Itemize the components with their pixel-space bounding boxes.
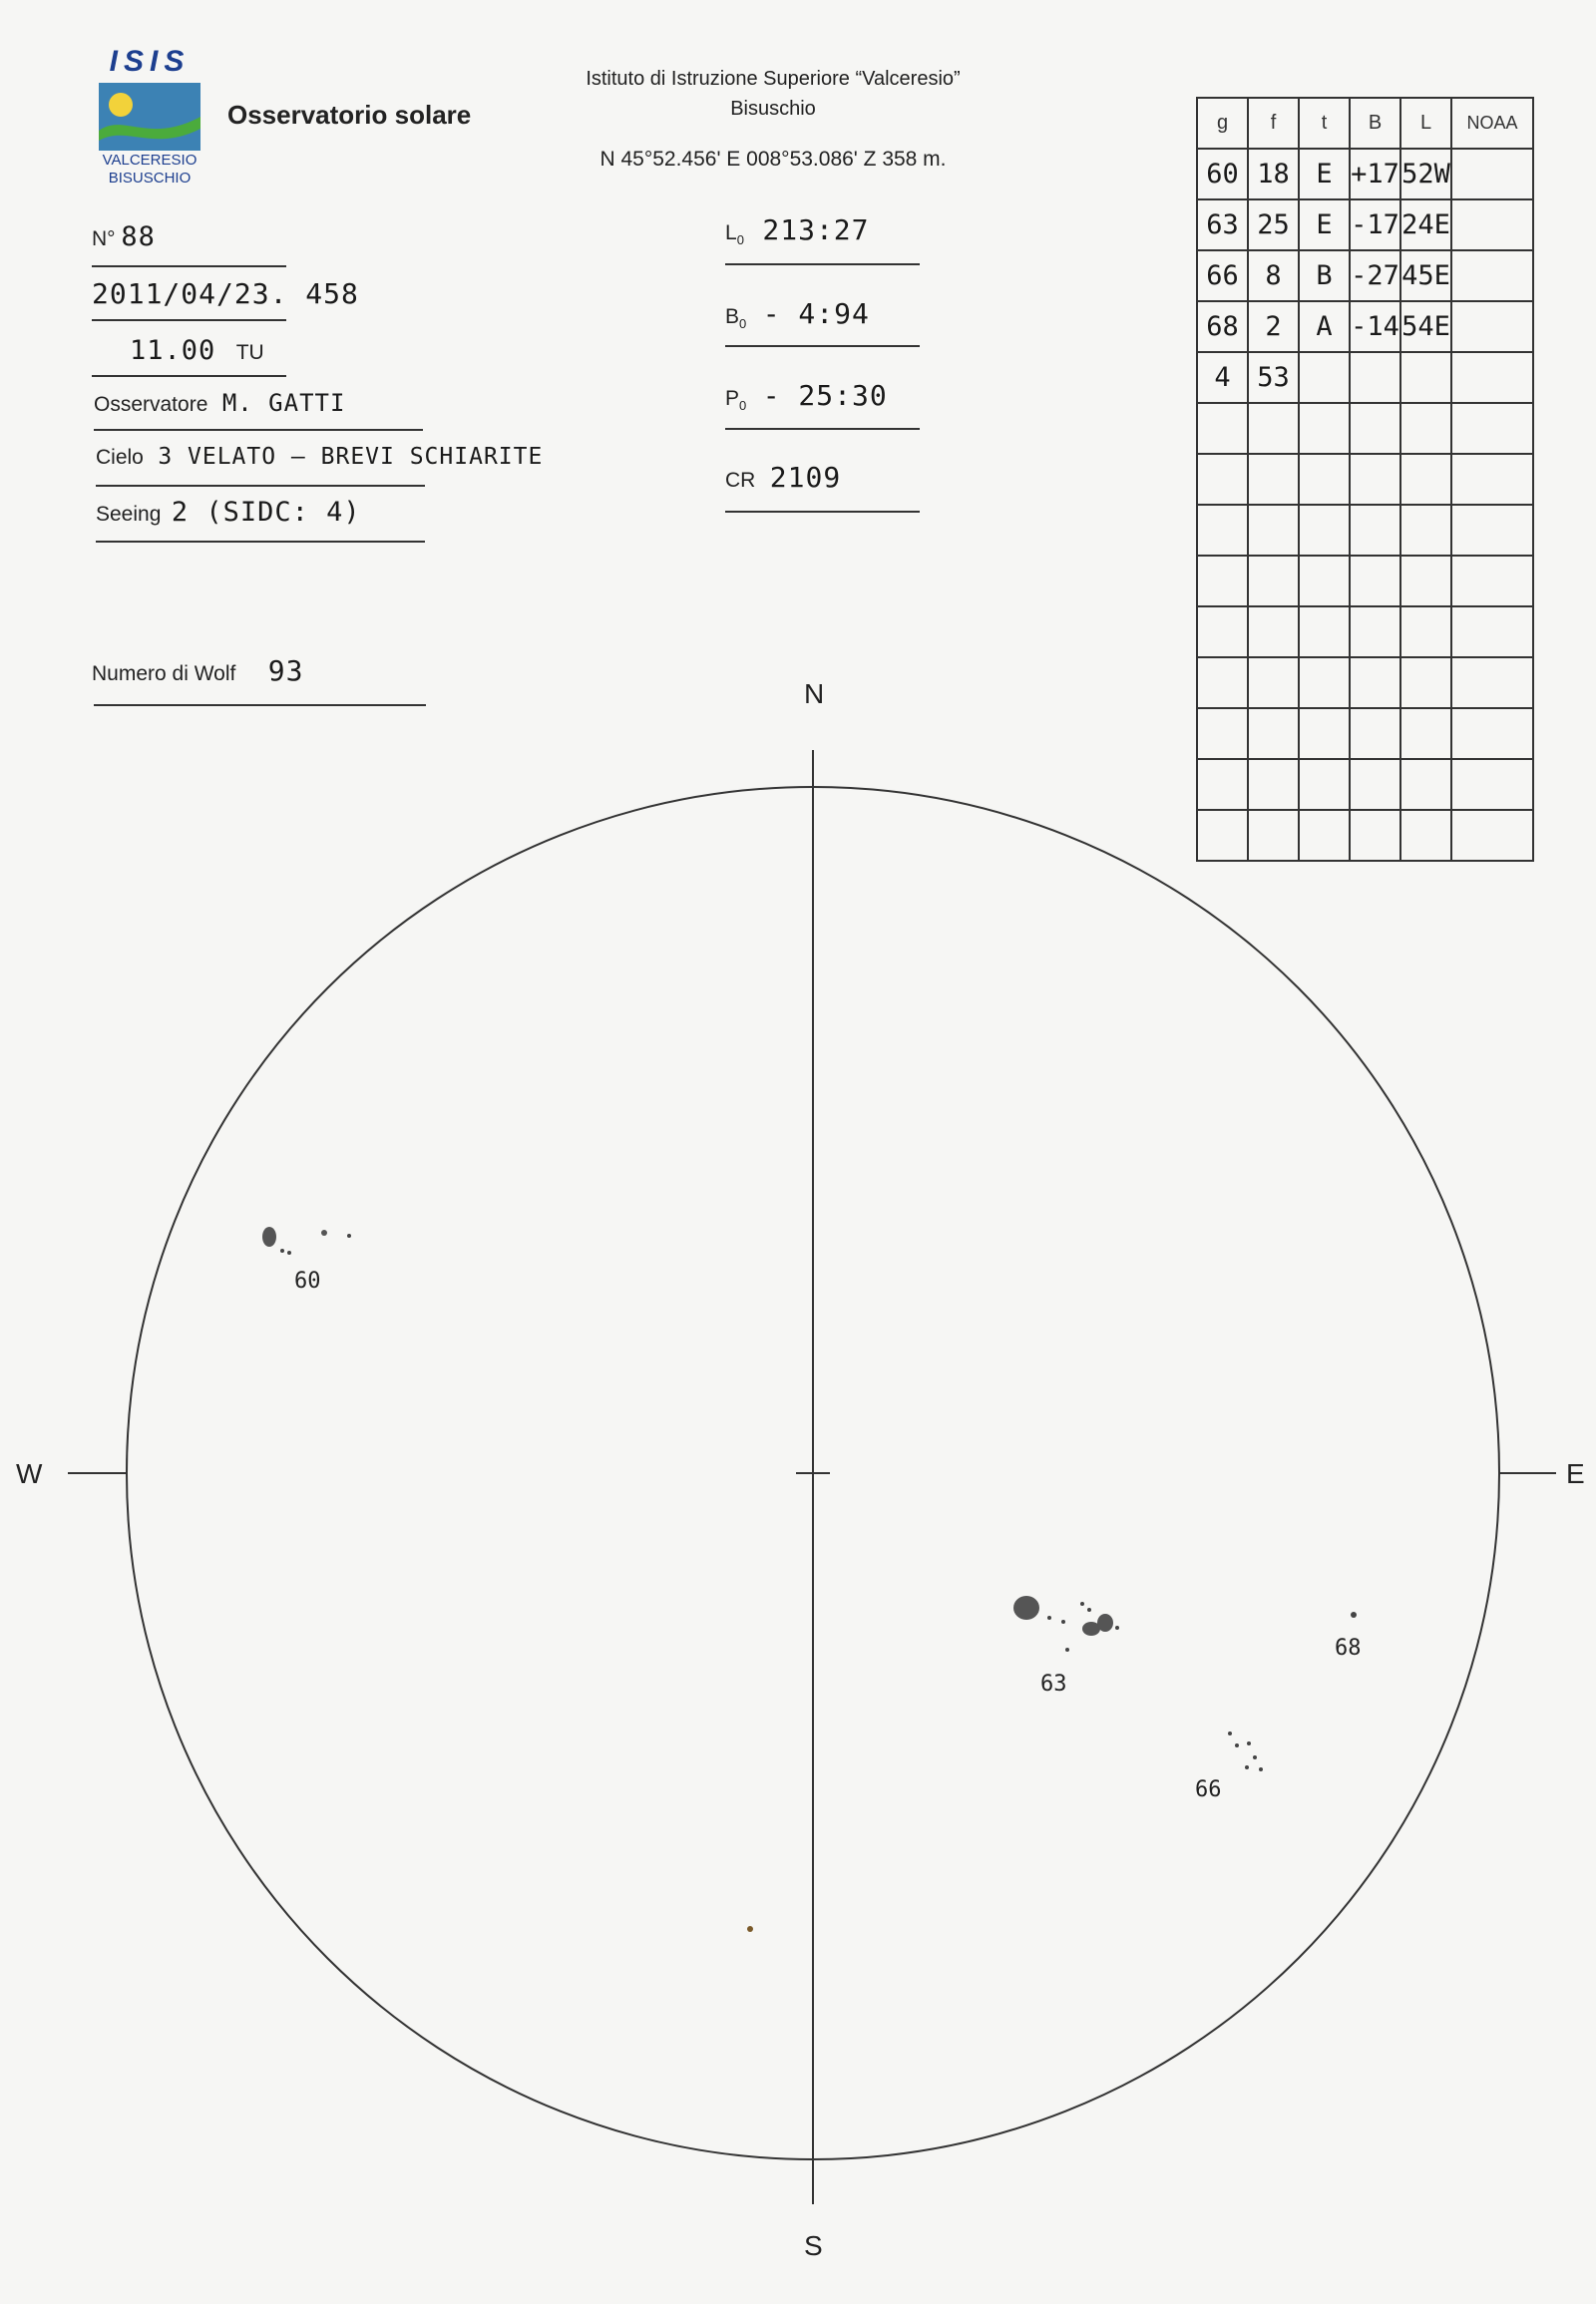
- sunspot-group-63: [1013, 1596, 1119, 1652]
- cell-b: -17: [1350, 199, 1400, 250]
- sunspot-group-68: [1351, 1612, 1357, 1618]
- sunspot-group-60: [262, 1227, 351, 1255]
- cell-b: -14: [1350, 301, 1400, 352]
- b0-value: - 4:94: [762, 297, 870, 330]
- col-header-b: B: [1350, 98, 1400, 149]
- col-header-l: L: [1400, 98, 1451, 149]
- group-label-63: 63: [1040, 1672, 1067, 1697]
- wolf-label: Numero di Wolf: [92, 662, 236, 685]
- institute-town: Bisuschio: [730, 98, 816, 120]
- group-label-68: 68: [1335, 1636, 1362, 1661]
- cr-value: 2109: [769, 461, 842, 494]
- site-coordinates: N 45°52.456' E 008°53.086' Z 358 m.: [599, 148, 947, 171]
- south-label: S: [804, 2230, 823, 2261]
- p0-label: $P_0$: [725, 387, 747, 414]
- cell-g: 4: [1197, 352, 1248, 403]
- cell-t: E: [1299, 199, 1350, 250]
- l0-value: 213:27: [762, 213, 870, 246]
- number-label: N°: [92, 227, 116, 250]
- l0-label: $L_0$: [725, 221, 744, 248]
- sunspot-group-66: [1228, 1731, 1263, 1771]
- cell-t: E: [1299, 149, 1350, 199]
- sky-value: 3 VELATO – BREVI SCHIARITE: [158, 444, 544, 470]
- time-value: 11.00: [130, 335, 216, 366]
- observer-label: Osservatore: [94, 393, 208, 416]
- col-header-f: f: [1248, 98, 1299, 149]
- logo-brand: ISIS: [109, 45, 191, 78]
- cell-b: +17: [1350, 149, 1400, 199]
- cell-l: 54E: [1400, 301, 1451, 352]
- col-header-noaa: NOAA: [1451, 98, 1533, 149]
- group-label-66: 66: [1195, 1777, 1222, 1802]
- seeing-value: 2 (SIDC: 4): [171, 497, 361, 528]
- east-label: E: [1566, 1458, 1585, 1489]
- cell-g: 68: [1197, 301, 1248, 352]
- time-unit: TU: [235, 341, 264, 364]
- cell-f: 2: [1248, 301, 1299, 352]
- group-label-60: 60: [294, 1269, 321, 1294]
- cell-b: -27: [1350, 250, 1400, 301]
- cell-f: 8: [1248, 250, 1299, 301]
- observatory-title: Osservatorio solare: [227, 100, 472, 130]
- date-value: 2011/04/23. 458: [92, 277, 359, 310]
- sky-label: Cielo: [96, 446, 144, 469]
- logo-line2: BISUSCHIO: [108, 170, 192, 187]
- cell-l: 45E: [1400, 250, 1451, 301]
- cell-t: B: [1299, 250, 1350, 301]
- cell-t: A: [1299, 301, 1350, 352]
- north-label: N: [804, 678, 825, 709]
- logo-line1: VALCERESIO: [102, 152, 198, 169]
- institute-name: Istituto di Istruzione Superiore “Valceresio”: [586, 68, 961, 90]
- cell-l: 24E: [1400, 199, 1451, 250]
- number-value: 88: [121, 221, 156, 252]
- col-header-g: g: [1197, 98, 1248, 149]
- cell-f: 18: [1248, 149, 1299, 199]
- observer-value: M. GATTI: [221, 389, 346, 417]
- cell-f: 53: [1248, 352, 1299, 403]
- cell-l: 52W: [1400, 149, 1451, 199]
- cell-g: 66: [1197, 250, 1248, 301]
- cell-f: 25: [1248, 199, 1299, 250]
- speck-mark: [747, 1926, 753, 1932]
- cell-g: 63: [1197, 199, 1248, 250]
- cell-g: 60: [1197, 149, 1248, 199]
- cr-label: CR: [725, 469, 756, 492]
- b0-label: $B_0$: [725, 305, 747, 332]
- wolf-value: 93: [267, 654, 304, 687]
- west-label: W: [16, 1458, 43, 1489]
- col-header-t: t: [1299, 98, 1350, 149]
- seeing-label: Seeing: [96, 503, 162, 526]
- p0-value: - 25:30: [762, 379, 888, 412]
